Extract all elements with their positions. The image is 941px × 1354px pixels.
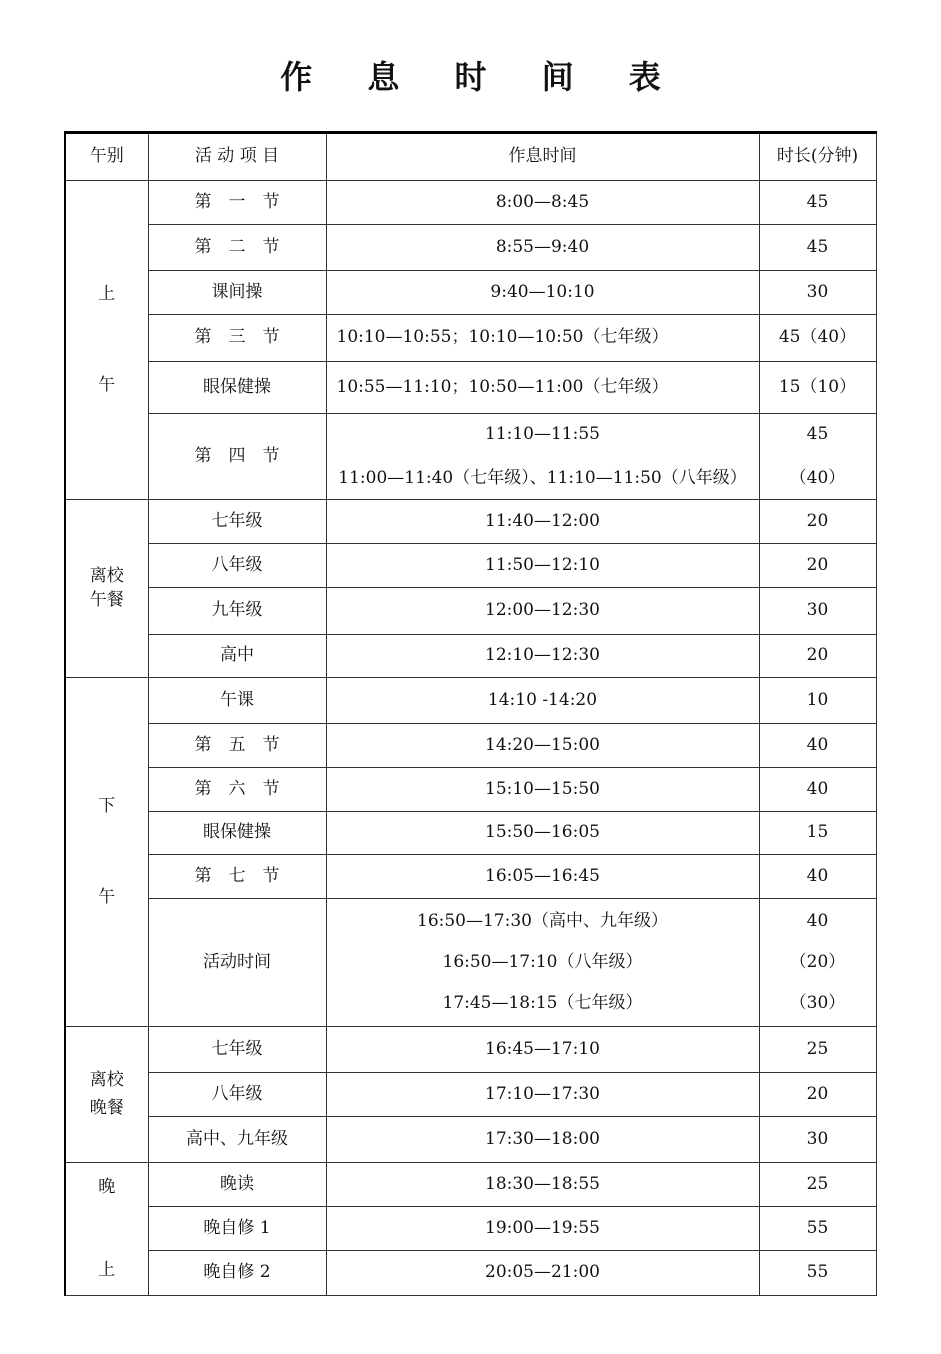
table-row	[65, 768, 876, 812]
duration-cell-line: 45（40）	[778, 327, 857, 348]
time-cell-line: 16:05—16:45	[485, 865, 600, 886]
period-label: 午	[98, 887, 116, 907]
page-title: 作 息 时 间 表	[280, 58, 683, 96]
duration-cell	[759, 678, 876, 724]
table-row	[65, 271, 876, 315]
time-cell-line: 11:00—11:40（七年级）、11:10—11:50（八年级）	[338, 467, 747, 488]
table-row	[65, 855, 876, 899]
table-row	[65, 724, 876, 768]
time-cell-line: 15:50—16:05	[485, 822, 600, 843]
duration-cell-line: 40	[806, 865, 829, 886]
period-cell-afternoon	[65, 678, 148, 1027]
activity-cell: 高中、九年级	[148, 1117, 326, 1163]
table-row	[65, 181, 876, 225]
duration-cell-line: （20）	[789, 951, 846, 972]
activity-cell: 八年级	[148, 1073, 326, 1117]
time-cell-line: 17:45—18:15（七年级）	[442, 993, 643, 1014]
activity-cell: 高中	[148, 635, 326, 678]
time-cell-line: 8:00—8:45	[495, 191, 590, 212]
period-cell-evening	[65, 1163, 148, 1296]
activity-cell: 九年级	[148, 588, 326, 635]
activity-cell: 第 五 节	[148, 724, 326, 768]
table-row	[65, 588, 876, 635]
duration-cell-line: 30	[806, 281, 829, 302]
duration-cell-line: 45	[806, 424, 829, 445]
time-cell	[326, 1117, 759, 1163]
activity-cell: 第 二 节	[148, 225, 326, 271]
time-cell	[326, 315, 759, 362]
time-cell	[326, 1027, 759, 1073]
time-cell	[326, 1251, 759, 1296]
time-cell-line: 14:10 -14:20	[487, 689, 598, 710]
table-row	[65, 315, 876, 362]
time-cell	[326, 362, 759, 414]
activity-cell: 八年级	[148, 544, 326, 588]
duration-cell-line: （30）	[789, 993, 846, 1014]
time-cell	[326, 635, 759, 678]
duration-cell	[759, 362, 876, 414]
activity-cell: 眼保健操	[148, 812, 326, 855]
time-cell-line: 14:20—15:00	[485, 734, 600, 755]
duration-cell	[759, 544, 876, 588]
activity-cell: 晚读	[148, 1163, 326, 1207]
duration-cell-line: 15（10）	[778, 376, 857, 397]
duration-cell	[759, 1117, 876, 1163]
duration-cell-line: 10	[806, 689, 829, 710]
period-label: 离校	[89, 566, 124, 587]
time-cell-line: 16:45—17:10	[485, 1038, 600, 1059]
activity-cell: 午课	[148, 678, 326, 724]
period-label: 上	[98, 1260, 116, 1280]
duration-cell	[759, 414, 876, 500]
time-cell	[326, 181, 759, 225]
duration-cell	[759, 724, 876, 768]
time-cell-line: 11:10—11:55	[485, 424, 600, 445]
period-label: 晚	[98, 1176, 116, 1197]
activity-cell: 第 六 节	[148, 768, 326, 812]
time-cell-line: 12:10—12:30	[485, 645, 600, 666]
time-cell	[326, 899, 759, 1027]
header-activity: 活 动 项 目	[148, 133, 326, 181]
time-cell	[326, 544, 759, 588]
table-row	[65, 635, 876, 678]
activity-cell: 第 四 节	[148, 414, 326, 500]
activity-cell: 第 一 节	[148, 181, 326, 225]
duration-cell-line: 20	[806, 510, 829, 531]
time-cell-line: 19:00—19:55	[485, 1217, 600, 1238]
duration-cell	[759, 1251, 876, 1296]
time-cell-line: 17:30—18:00	[485, 1128, 600, 1149]
time-cell	[326, 768, 759, 812]
schedule-body	[65, 133, 876, 1296]
duration-cell-line: 40	[806, 910, 829, 931]
time-cell	[326, 500, 759, 544]
header-row	[65, 133, 876, 181]
header-duration: 时长(分钟)	[759, 133, 876, 181]
table-row	[65, 899, 876, 1027]
time-cell-line: 17:10—17:30	[485, 1083, 600, 1104]
time-cell-line: 18:30—18:55	[485, 1173, 600, 1194]
period-label: 晚餐	[89, 1097, 124, 1118]
duration-cell	[759, 1073, 876, 1117]
time-cell	[326, 1207, 759, 1251]
period-label: 上	[98, 283, 116, 304]
time-cell	[326, 678, 759, 724]
time-cell-line: 20:05—21:00	[485, 1262, 600, 1283]
duration-cell	[759, 225, 876, 271]
duration-cell-line: 55	[806, 1262, 829, 1283]
time-cell-line: 11:50—12:10	[485, 554, 600, 575]
table-row	[65, 1117, 876, 1163]
time-cell-line: 16:50—17:30（高中、九年级）	[417, 910, 668, 931]
duration-cell-line: 25	[806, 1173, 829, 1194]
duration-cell	[759, 588, 876, 635]
period-label: 离校	[89, 1070, 124, 1091]
time-cell-line: 11:40—12:00	[485, 510, 600, 531]
table-row	[65, 1163, 876, 1207]
duration-cell-line: 20	[806, 554, 829, 575]
duration-cell	[759, 1163, 876, 1207]
activity-cell: 第 七 节	[148, 855, 326, 899]
duration-cell-line: 45	[806, 191, 829, 212]
period-label: 午餐	[89, 589, 124, 610]
time-cell-line: 10:55—11:10；10:50—11:00（七年级）	[336, 376, 669, 397]
period-label: 下	[98, 795, 116, 816]
duration-cell-line: 40	[806, 778, 829, 799]
duration-cell-line: 45	[806, 236, 829, 257]
activity-cell: 七年级	[148, 500, 326, 544]
duration-cell-line: 20	[806, 645, 829, 666]
table-row	[65, 1027, 876, 1073]
period-label: 午	[98, 375, 116, 395]
table-row	[65, 678, 876, 724]
time-cell	[326, 855, 759, 899]
duration-cell	[759, 635, 876, 678]
duration-cell	[759, 1027, 876, 1073]
duration-cell	[759, 500, 876, 544]
table-row	[65, 1207, 876, 1251]
duration-cell-line: 30	[806, 1128, 829, 1149]
duration-cell-line: 25	[806, 1038, 829, 1059]
duration-cell-line: 20	[806, 1083, 829, 1104]
time-cell-line: 9:40—10:10	[490, 281, 595, 302]
activity-cell: 七年级	[148, 1027, 326, 1073]
table-row	[65, 544, 876, 588]
activity-cell: 晚自修 1	[148, 1207, 326, 1251]
activity-cell: 第 三 节	[148, 315, 326, 362]
activity-cell: 眼保健操	[148, 362, 326, 414]
time-cell-line: 15:10—15:50	[485, 778, 600, 799]
table-row	[65, 500, 876, 544]
table-row	[65, 362, 876, 414]
table-row	[65, 414, 876, 500]
duration-cell	[759, 855, 876, 899]
time-cell	[326, 225, 759, 271]
time-cell-line: 16:50—17:10（八年级）	[442, 951, 643, 972]
period-cell-noon	[65, 500, 148, 678]
schedule-table	[64, 131, 877, 1296]
duration-cell	[759, 315, 876, 362]
time-cell	[326, 812, 759, 855]
time-cell	[326, 588, 759, 635]
time-cell	[326, 1163, 759, 1207]
time-cell	[326, 271, 759, 315]
duration-cell	[759, 812, 876, 855]
header-period: 午别	[65, 133, 148, 181]
table-row	[65, 812, 876, 855]
time-cell-line: 10:10—10:55；10:10—10:50（七年级）	[336, 327, 669, 348]
duration-cell-line: 30	[806, 600, 829, 621]
duration-cell	[759, 181, 876, 225]
activity-cell: 晚自修 2	[148, 1251, 326, 1296]
duration-cell-line: 15	[806, 822, 829, 843]
table-row	[65, 225, 876, 271]
activity-cell: 活动时间	[148, 899, 326, 1027]
time-cell	[326, 724, 759, 768]
period-cell-morning	[65, 181, 148, 500]
period-cell-dinner	[65, 1027, 148, 1163]
duration-cell-line: 40	[806, 734, 829, 755]
duration-cell-line: （40）	[789, 467, 846, 488]
time-cell-line: 8:55—9:40	[495, 236, 590, 257]
time-cell	[326, 1073, 759, 1117]
duration-cell	[759, 271, 876, 315]
table-row	[65, 1251, 876, 1296]
duration-cell-line: 55	[806, 1217, 829, 1238]
duration-cell	[759, 768, 876, 812]
table-row	[65, 1073, 876, 1117]
time-cell	[326, 414, 759, 500]
duration-cell	[759, 1207, 876, 1251]
duration-cell	[759, 899, 876, 1027]
time-cell-line: 12:00—12:30	[485, 600, 600, 621]
header-time: 作息时间	[326, 133, 759, 181]
activity-cell: 课间操	[148, 271, 326, 315]
